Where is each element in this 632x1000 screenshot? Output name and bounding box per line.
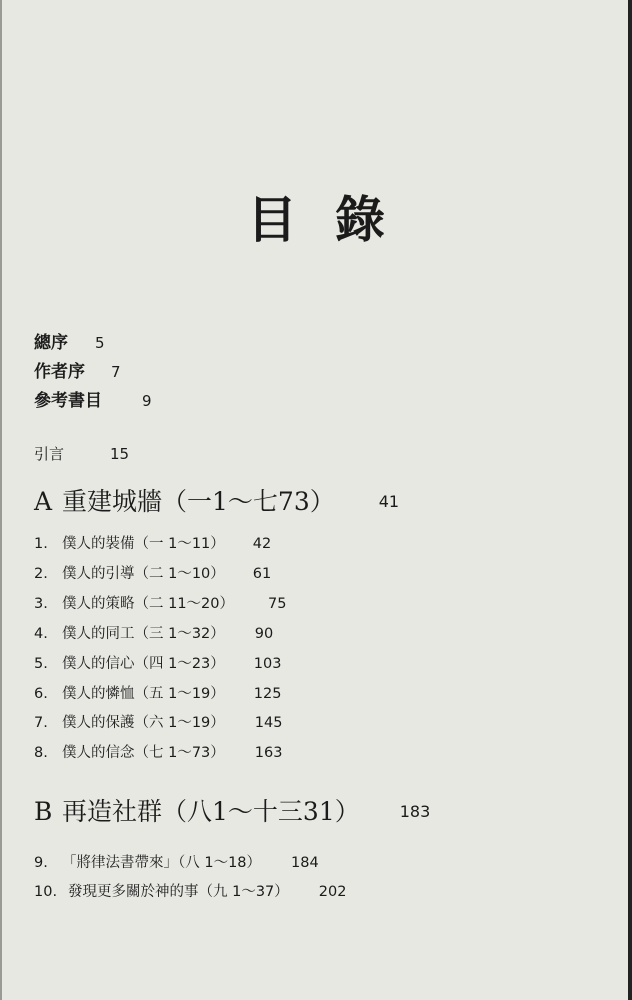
toc-part-a (34, 482, 399, 518)
chapter-page: 125 (253, 686, 282, 702)
part-letter: A (34, 487, 53, 516)
chapter-page: 90 (254, 626, 274, 642)
chapter-number: 8. (34, 745, 48, 761)
toc-entry-introduction (34, 443, 129, 464)
chapter-number: 10. (34, 884, 58, 900)
chapter-range: （六 1～19） (134, 715, 225, 731)
chapter-number: 1. (34, 536, 48, 552)
chapter-title: 僕人的信心 (62, 656, 135, 672)
toc-part-b (34, 792, 430, 828)
entry-page: 15 (110, 445, 130, 463)
chapter-range: （二 11～20） (134, 596, 235, 612)
entry-label: 總序 (34, 333, 68, 353)
chapter-title: 「將律法書帶來」 (62, 855, 178, 871)
entry-label: 參考書目 (34, 391, 102, 411)
chapter-number: 2. (34, 566, 48, 582)
chapter-number: 7. (34, 715, 48, 731)
chapter-range: （三 1～32） (134, 626, 225, 642)
chapter-range: （七 1～73） (134, 745, 225, 761)
page-edge-right (628, 0, 632, 1000)
title-char: 目 (247, 191, 297, 249)
chapter-page: 103 (253, 656, 282, 672)
page-title (0, 180, 632, 252)
toc-chapter (34, 741, 282, 762)
entry-page: 7 (111, 363, 121, 381)
toc-chapter (34, 532, 271, 553)
part-range: （一1～七73） (162, 487, 335, 516)
toc-entry-bibliography (34, 386, 152, 411)
entry-label: 作者序 (34, 362, 85, 382)
chapter-range: （五 1～19） (134, 686, 225, 702)
page-edge-left (0, 0, 2, 1000)
chapter-title: 發現更多關於神的事 (68, 884, 199, 900)
part-page: 183 (399, 802, 431, 821)
chapter-range: （二 1～10） (134, 566, 225, 582)
toc-chapter (34, 851, 319, 872)
chapter-page: 61 (252, 566, 272, 582)
chapter-range: （四 1～23） (134, 656, 225, 672)
toc-entry-preface-general (34, 328, 105, 353)
chapter-number: 3. (34, 596, 48, 612)
part-range: （八1～十三31） (162, 797, 360, 826)
entry-page: 9 (142, 392, 152, 410)
chapter-title: 僕人的憐恤 (62, 686, 135, 702)
chapter-title: 僕人的信念 (62, 745, 135, 761)
toc-chapter (34, 562, 271, 583)
chapter-range: （八 1～18） (178, 855, 262, 871)
part-title: 重建城牆 (62, 487, 163, 516)
chapter-title: 僕人的同工 (62, 626, 135, 642)
toc-chapter (34, 880, 346, 901)
chapter-page: 184 (291, 855, 319, 871)
chapter-page: 145 (254, 715, 283, 731)
chapter-number: 4. (34, 626, 48, 642)
chapter-number: 6. (34, 686, 48, 702)
toc-chapter (34, 711, 282, 732)
chapter-title: 僕人的保護 (62, 715, 135, 731)
chapter-page: 75 (268, 596, 287, 612)
chapter-title: 僕人的裝備 (62, 536, 135, 552)
chapter-title: 僕人的策略 (62, 596, 135, 612)
part-title: 再造社群 (62, 797, 163, 826)
chapter-title: 僕人的引導 (62, 566, 135, 582)
chapter-range: （九 1～37） (198, 884, 289, 900)
toc-chapter (34, 592, 286, 613)
entry-label: 引言 (34, 445, 65, 463)
part-letter: B (34, 797, 53, 826)
chapter-page: 202 (318, 884, 347, 900)
title-char: 錄 (335, 191, 385, 249)
toc-chapter (34, 652, 281, 673)
chapter-page: 163 (254, 745, 283, 761)
chapter-page: 42 (252, 536, 272, 552)
part-page: 41 (378, 492, 400, 511)
chapter-range: （一 1～11） (134, 536, 225, 552)
toc-entry-author-preface (34, 357, 121, 382)
toc-chapter (34, 622, 273, 643)
chapter-number: 5. (34, 656, 48, 672)
toc-chapter (34, 682, 281, 703)
entry-page: 5 (95, 334, 105, 352)
chapter-number: 9. (34, 855, 48, 871)
